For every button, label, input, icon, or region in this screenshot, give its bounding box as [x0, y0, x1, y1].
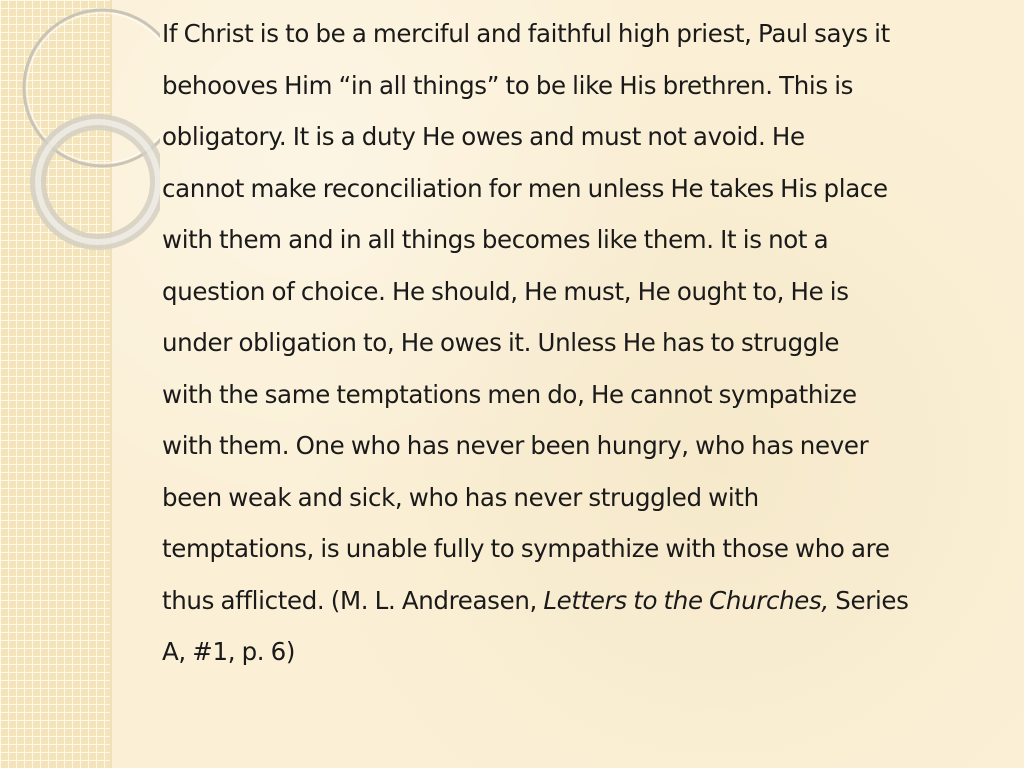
citation-text: thus afflicted. (M. L. Andreasen,: [162, 585, 544, 615]
quote-line: behooves Him “in all things” to be like His brethren. This is: [162, 70, 854, 100]
quote-line: temptations, is unable fully to sympathize with those who are: [162, 534, 890, 563]
small-ring-highlight: [38, 122, 158, 242]
quote-line: with the same temptations men do, He cannot sympathize: [162, 379, 857, 409]
quote-line: If Christ is to be a merciful and faithful high priest, Paul says it: [162, 19, 890, 48]
quote-line: with them. One who has never been hungry, who has never: [162, 431, 869, 460]
citation-series: Series: [828, 585, 909, 615]
quote-line: cannot make reconciliation for men unless He takes His place: [162, 173, 888, 203]
quote-line: with them and in all things becomes like them. It is not a: [162, 225, 829, 254]
quote-line: under obligation to, He owes it. Unless He has to struggle: [162, 328, 840, 357]
quote-citation-line: [162, 575, 1020, 627]
quote-line: question of choice. He should, He must, He ought to, He is: [162, 276, 849, 306]
decorative-rings: [0, 0, 160, 300]
quote-line: been weak and sick, who has never struggled with: [162, 482, 759, 512]
citation-reference: A, #1, p. 6): [162, 637, 296, 666]
quote-line: obligatory. It is a duty He owes and must not avoid. He: [162, 122, 805, 151]
quote-text: [162, 8, 1020, 678]
book-title: Letters to the Churches,: [543, 585, 829, 615]
